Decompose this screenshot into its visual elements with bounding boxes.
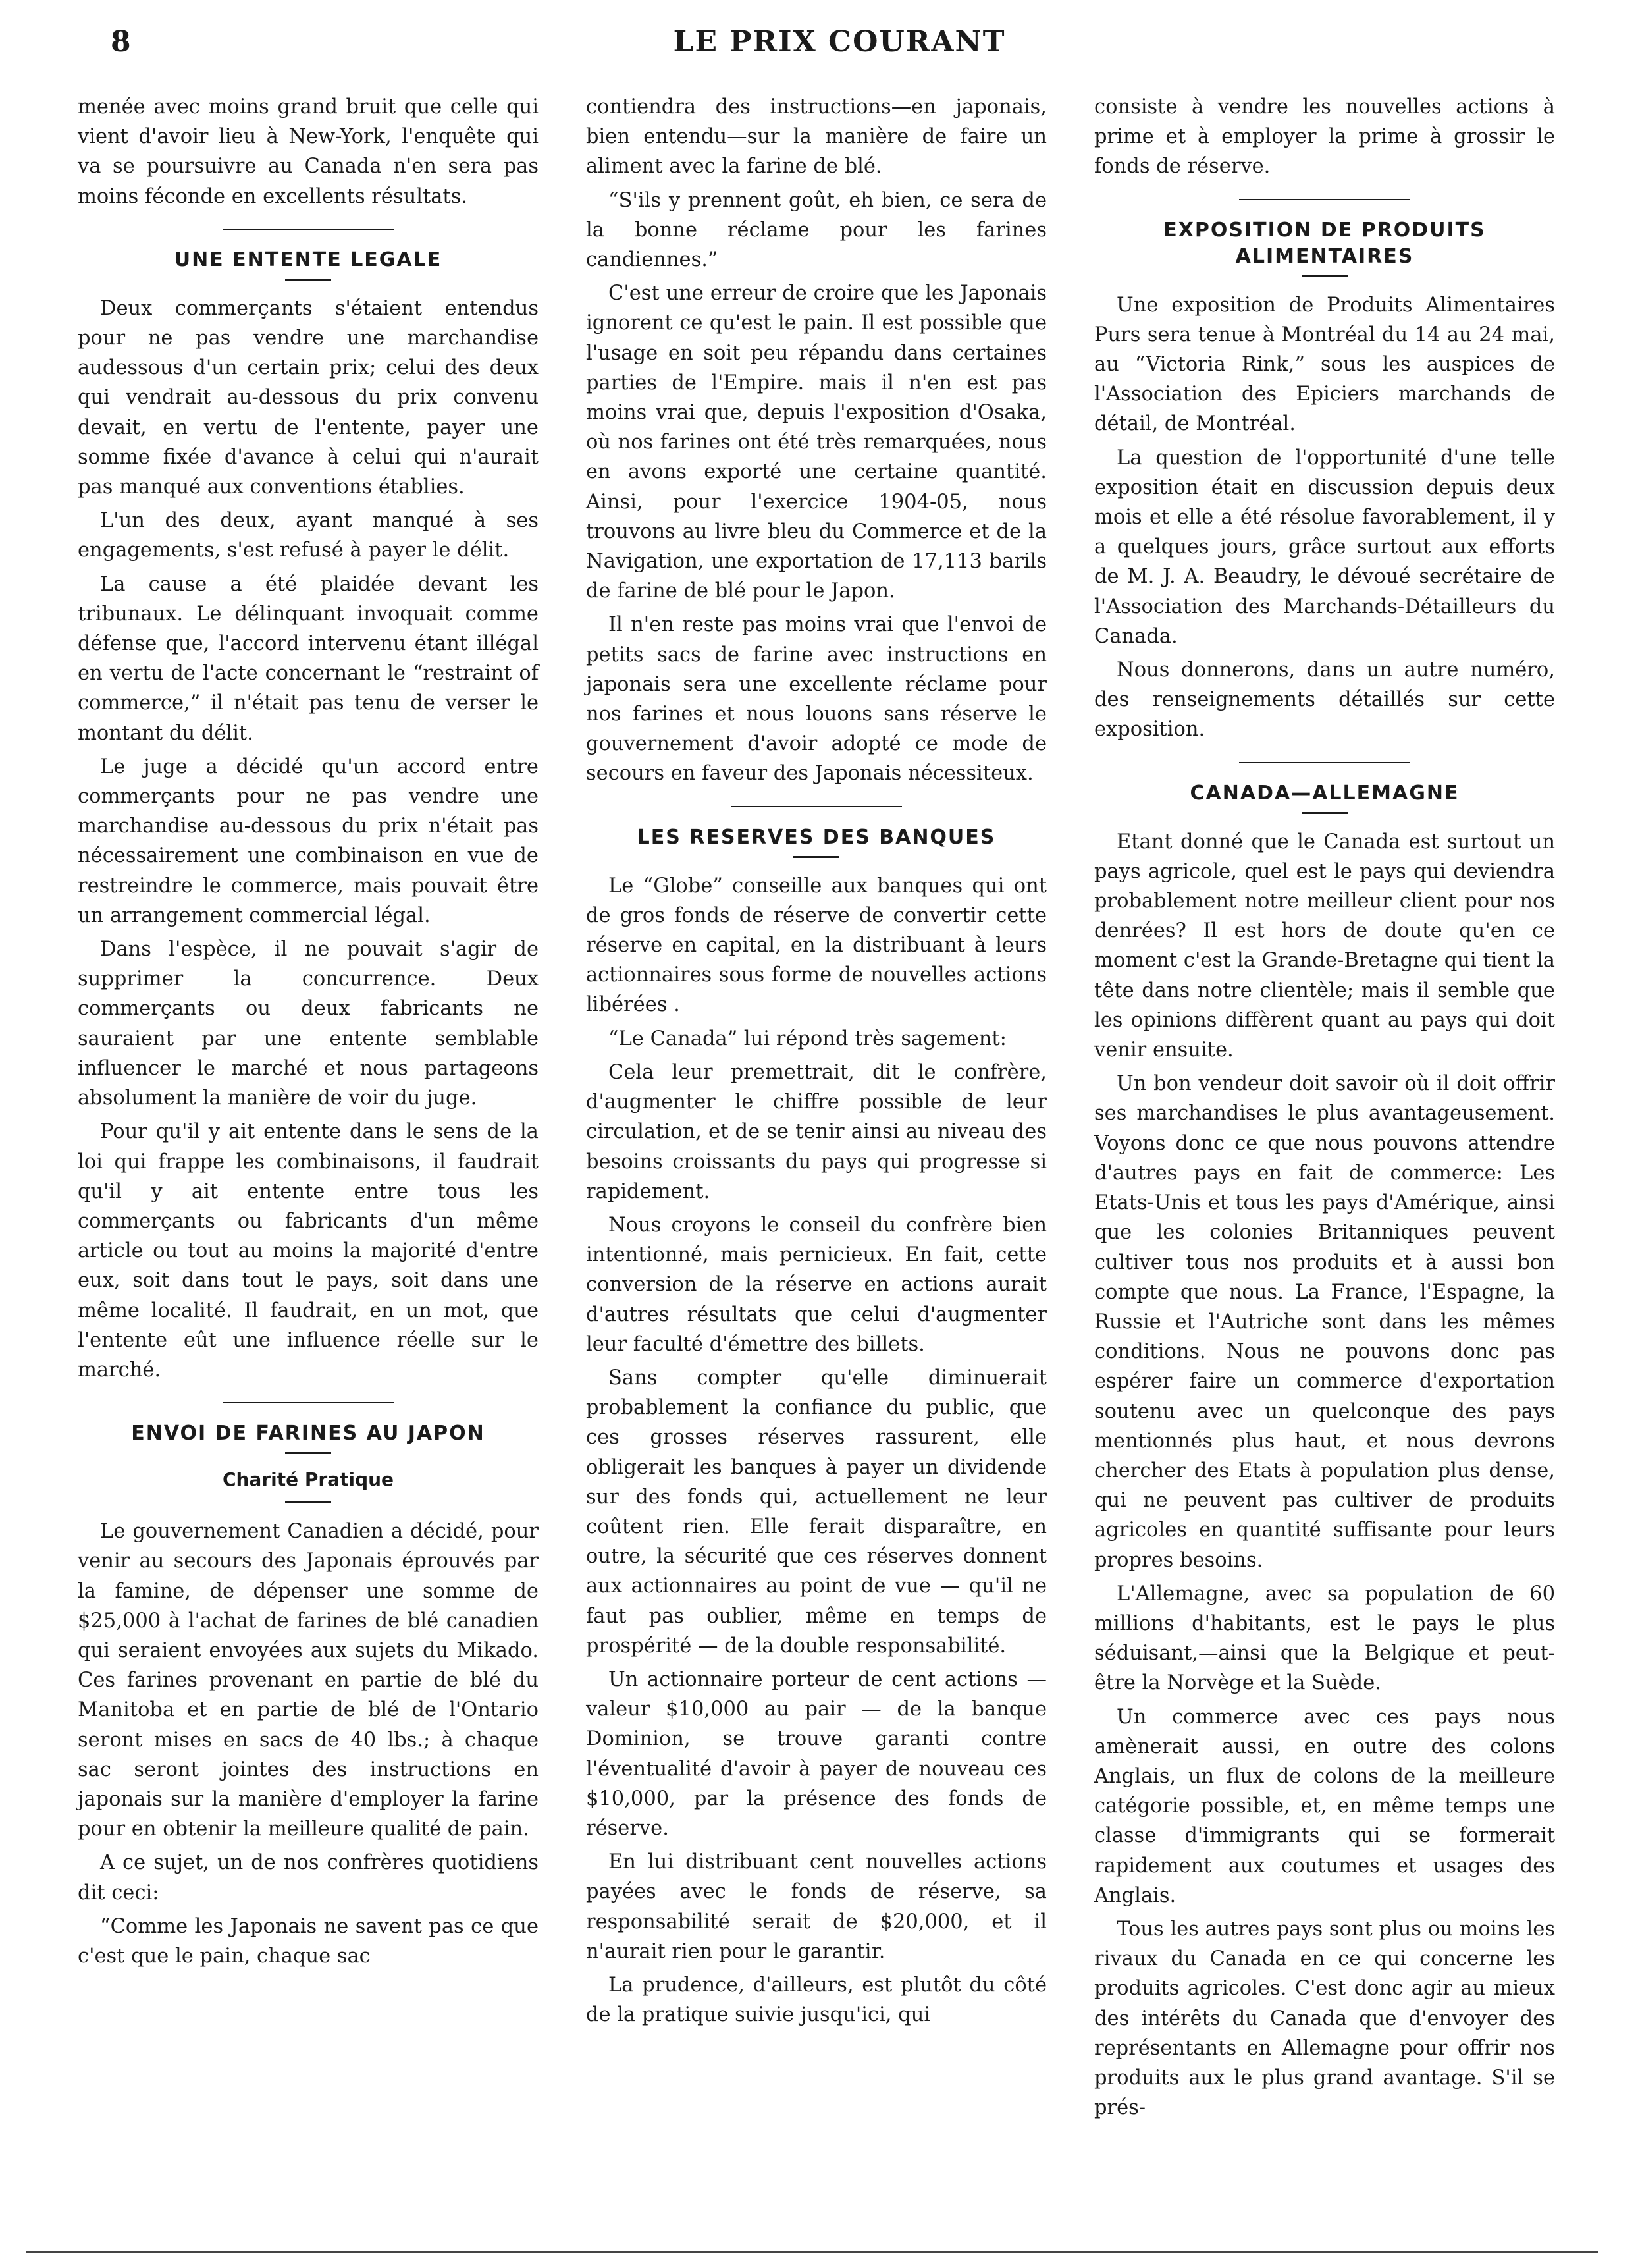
section-heading-exposition: EXPOSITION DE PRODUITS ALIMENTAIRES — [1163, 218, 1486, 268]
paragraph: La prudence, d'ailleurs, est plutôt du côté de la pratique suivie jusqu'ici, qui — [586, 1973, 1047, 2027]
paragraph: Nous croyons le conseil du confrère bien intentionné, mais pernicieux. En fait, cette conversion de la réserve en actions aurait d'autres résultats que celui d'augmenter leur faculté d'émettre des billets. — [586, 1213, 1047, 1356]
paragraph: Le “Globe” conseille aux banques qui ont de gros fonds de réserve de convertir cette réserve en capital, en la distribuant à leurs actionnaires sous forme de nouvelles actions libérées . — [586, 874, 1047, 1017]
paragraph: Un bon vendeur doit savoir où il doit offrir ses marchandises le plus avantageusement. Voyons donc ce que nous pouvons attendre d'autres pays en fait de commerce: Les Etats-Unis et tous les pays d'Amérique, ainsi que les colonies Britanniques peuvent cultiver tous nos produits et à aussi bon compte que nous. La France, l'Espagne, la Russie et l'Autriche sont dans les mêmes conditions. Nous ne pouvons donc pas espérer faire un commerce d'exportation soutenu avec un quelconque des pays mentionnés plus haut, et nous devrons chercher des Etats à population plus dense, qui ne peuvent pas cultiver de produits agricoles en quantité suffisante pour leurs propres besoins. — [1094, 1072, 1555, 1572]
section-subheading-charite: Charité Pratique — [222, 1469, 394, 1491]
paragraph: A ce sujet, un de nos confrères quotidiens dit ceci: — [78, 1851, 539, 1904]
paragraph: Etant donné que le Canada est surtout un pays agricole, quel est le pays qui deviendra probablement notre meilleur client pour nos denrées? Il est hors de doute qu'en ce moment c'est la Grande-Bretagne qui tient la tête dans notre clientèle; mais il semble que les opinions diffèrent quant au pays qui doit venir ensuite. — [1094, 830, 1555, 1062]
heading-rule — [1302, 275, 1348, 277]
page-number: 8 — [111, 25, 131, 59]
page-header — [105, 25, 1573, 65]
paragraph: menée avec moins grand bruit que celle qui vient d'avoir lieu à New-York, l'enquête qui va se poursuivre au Canada n'en sera pas moins féconde en excellents résultats. — [78, 95, 539, 208]
paragraph: Cela leur premettrait, dit le confrère, d'augmenter le chiffre possible de leur circulation, et de se tenir ainsi au niveau des besoins croissants du pays qui progresse si rapidement. — [586, 1060, 1047, 1203]
paragraph: Un commerce avec ces pays nous amènerait aussi, en outre des colons Anglais, un flux de colons de la meilleure catégorie possible, et, en même temps une classe d'immigrants qui se formerait rapidement aux coutumes et usages des Anglais. — [1094, 1705, 1555, 1907]
paragraph: “S'ils y prennent goût, eh bien, ce sera de la bonne réclame pour les farines candiennes.” — [586, 188, 1047, 272]
paragraph: consiste à vendre les nouvelles actions à prime et à employer la prime à grossir le fonds de réserve. — [1094, 95, 1555, 178]
paragraph: La question de l'opportunité d'une telle exposition était en discussion depuis deux mois et elle a été résolue favorablement, il y a quelques jours, grâce surtout aux efforts de M. J. A. Beaudry, le dévoué secrétaire de l'Association des Marchands-Détailleurs du Canada. — [1094, 446, 1555, 648]
paragraph: Pour qu'il y ait entente dans le sens de la loi qui frappe les combinaisons, il faudrait qu'il y ait entente entre tous les commerçants ou fabricants d'un même article ou tout au moins la majorité d'entre eux, soit dans tout le pays, soit dans une même localité. Il faudrait, en un mot, que l'entente eût une influence réelle sur le marché. — [78, 1120, 539, 1382]
heading-rule — [285, 1452, 331, 1454]
paragraph: “Comme les Japonais ne savent pas ce que c'est que le pain, chaque sac — [78, 1914, 539, 1968]
paragraph: Il n'en reste pas moins vrai que l'envoi de petits sacs de farine avec instructions en japonais sera une excellente réclame pour nos farines et nous louons sans réserve le gouvernement d'avoir adopté ce mode de secours en faveur des Japonais nécessiteux. — [586, 613, 1047, 786]
section-heading-farines: ENVOI DE FARINES AU JAPON — [131, 1422, 485, 1445]
heading-rule — [285, 279, 331, 281]
journal-title: LE PRIX COURANT — [673, 25, 1006, 59]
section-heading-reserves: LES RESERVES DES BANQUES — [637, 825, 996, 849]
paragraph: La cause a été plaidée devant les tribunaux. Le délinquant invoquait comme défense que, l'accord intervenu étant illégal en vertu de l'acte concernant le “restraint of commerce,” il n'était pas tenu de verser le montant du délit. — [78, 572, 539, 745]
paragraph: Le juge a décidé qu'un accord entre commerçants pour ne pas vendre une marchandise au-dessous du prix n'était pas nécessairement une combinaison en vue de restreindre le commerce, mais pouvait être un arrangement commercial légal. — [78, 755, 539, 927]
bottom-rule — [26, 2251, 1598, 2253]
paragraph: Un actionnaire porteur de cent actions — valeur $10,000 au pair — de la banque Dominion, se trouve garanti contre l'éventualité d'avoir à payer de nouveau ces $10,000, par la présence des fonds de réserve. — [586, 1667, 1047, 1840]
separator — [223, 229, 394, 230]
separator — [223, 1402, 394, 1403]
section-heading-canada: CANADA—ALLEMAGNE — [1190, 781, 1460, 805]
paragraph: Tous les autres pays sont plus ou moins les rivaux du Canada en ce qui concerne les produits agricoles. C'est donc agir au mieux des intérêts du Canada que d'envoyer des représentants en Allemagne pour offrir nos produits aux le plus grand avantage. S'il se prés- — [1094, 1917, 1555, 2120]
column-3 — [1094, 92, 1555, 2126]
paragraph: En lui distribuant cent nouvelles actions payées avec le fonds de réserve, sa responsabilité serait de $20,000, et il n'aurait rien pour le garantir. — [586, 1850, 1047, 1963]
paragraph: Deux commerçants s'étaient entendus pour ne pas vendre une marchandise audessous d'un certain prix; celui des deux qui vendrait au-dessous du prix convenu devait, en vertu de l'entente, payer une somme fixée d'avance à celui qui n'aurait pas manqué aux conventions établies. — [78, 296, 539, 499]
separator — [731, 806, 902, 807]
paragraph: Nous donnerons, dans un autre numéro, des renseignements détaillés sur cette exposition. — [1094, 659, 1555, 742]
paragraph: contiendra des instructions—en japonais, bien entendu—sur la manière de faire un aliment avec la farine de blé. — [586, 95, 1047, 178]
heading-rule — [793, 856, 839, 858]
paragraph: Sans compter qu'elle diminuerait probablement la confiance du public, que ces grosses réserves rassurent, elle obligerait les banques à payer un dividende sur des fonds qui, actuellement ne leur coûtent rien. Elle ferait disparaître, en outre, la sécurité que ces réserves donnent aux actionnaires au point de vue — qu'il ne faut pas oublier, même en temps de prospérité — de la double responsabilité. — [586, 1366, 1047, 1658]
heading-rule — [1302, 812, 1348, 814]
column-2 — [586, 92, 1047, 2034]
paragraph: Dans l'espèce, il ne pouvait s'agir de supprimer la concurrence. Deux commerçants ou deux fabricants ne sauraient par une entente semblable influencer le marché et nous partageons absolument la manière de voir du juge. — [78, 938, 539, 1110]
separator — [1239, 199, 1410, 200]
heading-rule — [285, 1501, 331, 1503]
separator — [1239, 762, 1410, 763]
paragraph: Une exposition de Produits Alimentaires Purs sera tenue à Montréal du 14 au 24 mai, au “Victoria Rink,” sous les auspices de l'Association des Epiciers marchands de détail, de Montréal. — [1094, 293, 1555, 436]
section-heading-entente: UNE ENTENTE LEGALE — [174, 248, 442, 271]
paragraph: L'un des deux, ayant manqué à ses engagements, s'est refusé à payer le délit. — [78, 509, 539, 562]
paragraph: L'Allemagne, avec sa population de 60 millions d'habitants, est le pays le plus séduisant,—ainsi que la Belgique et peut-être la Norvège et la Suède. — [1094, 1582, 1555, 1695]
column-1 — [78, 92, 539, 1975]
paragraph: Le gouvernement Canadien a décidé, pour venir au secours des Japonais éprouvés par la famine, de dépenser une somme de $25,000 à l'achat de farines de blé canadien qui seraient envoyées aux sujets du Mikado. Ces farines provenant en partie de blé du Manitoba et en partie de blé de l'Ontario seront mises en sacs de 40 lbs.; à chaque sac seront jointes des instructions en japonais sur la manière d'employer la farine pour en obtenir la meilleure qualité de pain. — [78, 1520, 539, 1841]
paragraph: C'est une erreur de croire que les Japonais ignorent ce qu'est le pain. Il est possible que l'usage en soit peu répandu dans certaines parties de l'Empire. mais il n'en est pas moins vrai que, depuis l'exposition d'Osaka, où nos farines ont été très remarquées, nous en avons exporté une certaine quantité. Ainsi, pour l'exercice 1904-05, nous trouvons au livre bleu du Commerce et de la Navigation, une exportation de 17,113 barils de farine de blé pour le Japon. — [586, 282, 1047, 603]
paragraph: “Le Canada” lui répond très sagement: — [608, 1027, 1007, 1050]
